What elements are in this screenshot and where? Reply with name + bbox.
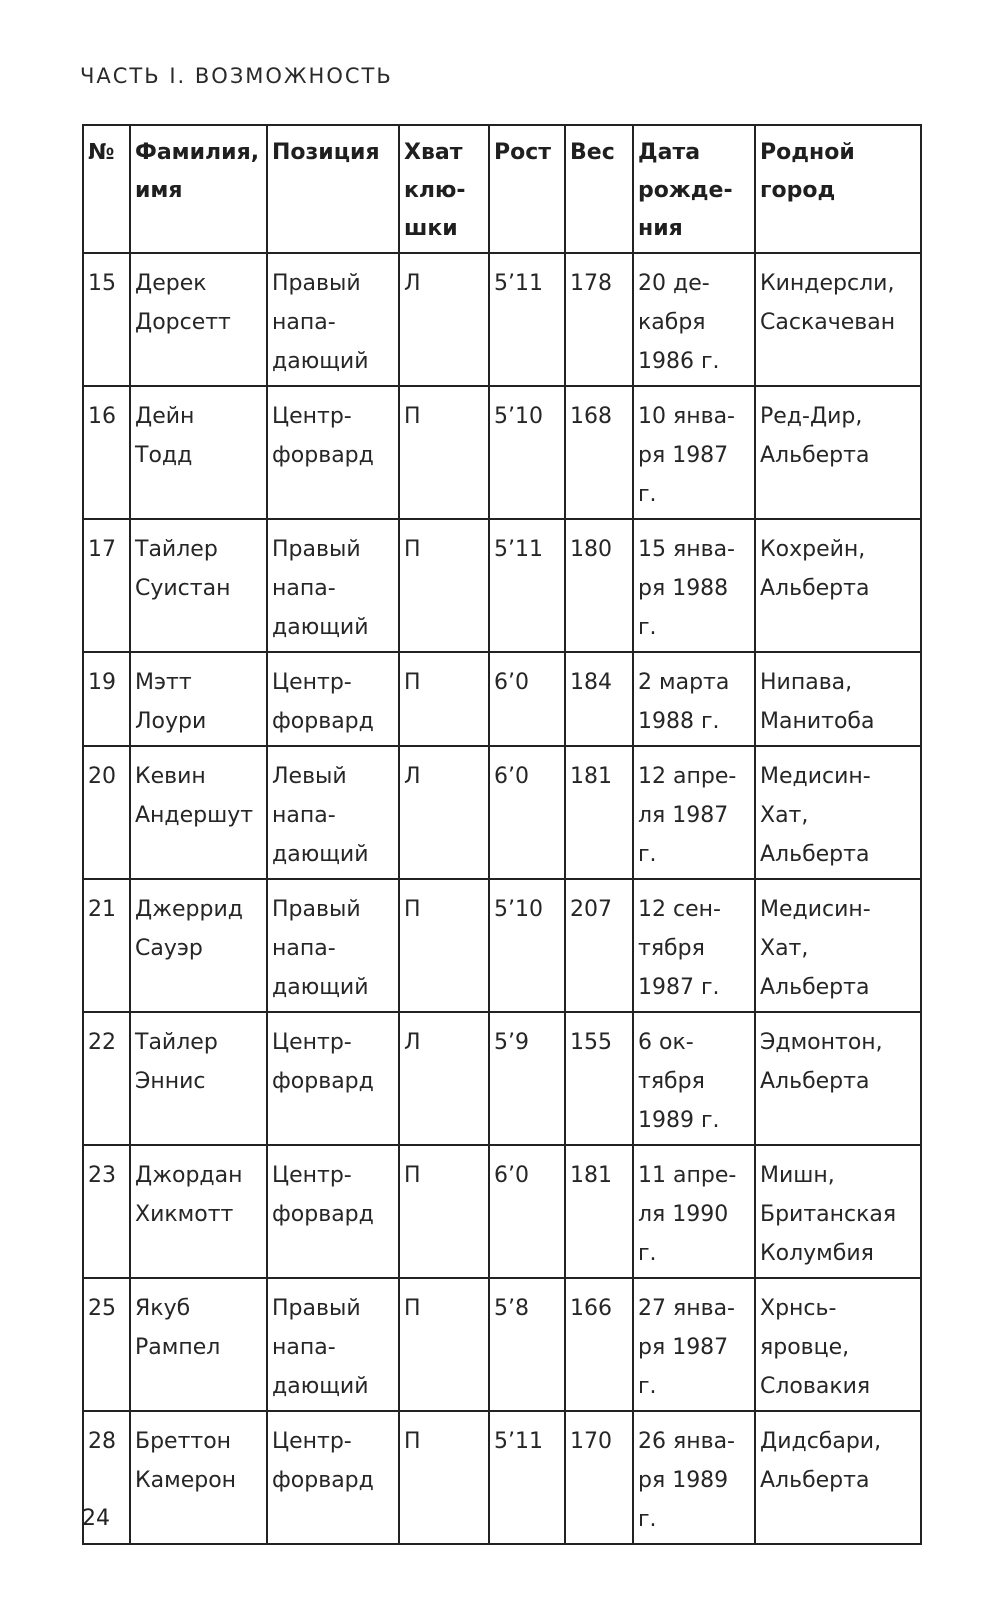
player-weight: 180 [570,537,612,562]
player-hometown-cell [755,1145,921,1278]
player-name: Мэтт Лоури [135,670,207,734]
player-number: 25 [88,1296,116,1321]
player-hometown-cell [755,652,921,746]
player-hometown: Хрнсь- яровце, Словакия [760,1296,871,1399]
player-number-cell [83,1012,130,1145]
player-weight-cell [565,1411,633,1544]
player-name-cell [130,1411,267,1544]
header-position: Позиция [267,125,399,253]
table-row [83,1411,921,1544]
player-hometown: Эдмонтон, Альберта [760,1030,883,1094]
player-name: Тайлер Эннис [135,1030,218,1094]
player-hometown-cell [755,519,921,652]
table-row [83,253,921,386]
player-grip-cell [399,1278,489,1411]
player-name-cell [130,879,267,1012]
player-hometown-cell [755,253,921,386]
player-position-cell [267,1145,399,1278]
player-name-cell [130,746,267,879]
player-hometown: Нипава, Манитоба [760,670,875,734]
player-birthdate-cell [633,253,755,386]
player-grip-cell [399,879,489,1012]
player-position-cell [267,1411,399,1544]
player-name: Дейн Тодд [135,404,195,468]
header-birthdate: Дата рожде- ния [633,125,755,253]
player-birthdate: 27 янва- ря 1987 г. [638,1296,735,1399]
player-name-cell [130,1278,267,1411]
player-name-cell [130,1012,267,1145]
player-position-cell [267,386,399,519]
player-position: Центр- форвард [272,1163,374,1227]
player-name: Бреттон Камерон [135,1429,237,1493]
player-weight-cell [565,386,633,519]
header-weight: Вес [565,125,633,253]
player-weight-cell [565,1012,633,1145]
table-row [83,746,921,879]
player-position: Центр- форвард [272,1429,374,1493]
player-weight-cell [565,1145,633,1278]
player-weight-cell [565,879,633,1012]
player-height-cell [489,879,565,1012]
player-number-cell [83,519,130,652]
player-hometown-cell [755,1278,921,1411]
player-hometown: Кохрейн, Альберта [760,537,870,601]
player-position: Центр- форвард [272,404,374,468]
player-weight: 166 [570,1296,612,1321]
player-hometown-cell [755,1012,921,1145]
table-row [83,1012,921,1145]
player-number-cell [83,1278,130,1411]
player-height-cell [489,386,565,519]
player-height-cell [489,1278,565,1411]
player-name-cell [130,386,267,519]
header-hometown: Родной город [755,125,921,253]
player-weight: 181 [570,1163,612,1188]
table-row [83,1278,921,1411]
table-row [83,652,921,746]
player-grip: П [404,1163,421,1188]
player-grip-cell [399,519,489,652]
table-row [83,879,921,1012]
player-birthdate: 26 янва- ря 1989 г. [638,1429,735,1532]
player-height: 5’8 [494,1296,529,1321]
player-height-cell [489,746,565,879]
player-birthdate-cell [633,519,755,652]
player-grip: П [404,537,421,562]
player-hometown: Медисин- Хат, Альберта [760,764,871,867]
player-name-cell [130,1145,267,1278]
player-grip-cell [399,1145,489,1278]
player-grip-cell [399,1012,489,1145]
player-weight-cell [565,746,633,879]
player-name-cell [130,519,267,652]
header-grip: Хват клю- шки [399,125,489,253]
player-position: Левый напа- дающий [272,764,369,867]
player-number: 28 [88,1429,116,1454]
player-name: Джордан Хикмотт [135,1163,243,1227]
player-position-cell [267,519,399,652]
player-position: Центр- форвард [272,1030,374,1094]
player-number: 23 [88,1163,116,1188]
player-number: 15 [88,271,116,296]
player-number: 20 [88,764,116,789]
player-height: 5’11 [494,271,543,296]
player-birthdate-cell [633,879,755,1012]
page-number: 24 [82,1506,110,1531]
player-grip: П [404,670,421,695]
header-name: Фамилия, имя [130,125,267,253]
player-height-cell [489,253,565,386]
player-position-cell [267,1278,399,1411]
player-number-cell [83,386,130,519]
player-position-cell [267,652,399,746]
player-birthdate-cell [633,1411,755,1544]
table-row [83,386,921,519]
player-weight: 178 [570,271,612,296]
player-name: Якуб Рампел [135,1296,221,1360]
player-hometown: Мишн, Британская Колумбия [760,1163,897,1266]
player-weight-cell [565,1278,633,1411]
table-row [83,519,921,652]
player-grip-cell [399,386,489,519]
player-birthdate: 2 марта 1988 г. [638,670,730,734]
player-weight: 207 [570,897,612,922]
player-grip-cell [399,652,489,746]
player-birthdate: 20 де- кабря 1986 г. [638,271,720,374]
player-grip: П [404,404,421,429]
player-height: 5’10 [494,897,543,922]
player-position: Центр- форвард [272,670,374,734]
player-weight: 181 [570,764,612,789]
player-grip: П [404,897,421,922]
player-position-cell [267,253,399,386]
player-height: 6’0 [494,1163,529,1188]
player-position: Правый напа- дающий [272,271,369,374]
player-number-cell [83,1145,130,1278]
player-height-cell [489,1012,565,1145]
player-position: Правый напа- дающий [272,897,369,1000]
player-height: 5’10 [494,404,543,429]
player-weight-cell [565,652,633,746]
player-birthdate: 11 апре- ля 1990 г. [638,1163,737,1266]
player-number-cell [83,253,130,386]
player-height-cell [489,652,565,746]
player-number: 22 [88,1030,116,1055]
player-grip: Л [404,1030,421,1055]
player-position: Правый напа- дающий [272,1296,369,1399]
player-weight-cell [565,519,633,652]
player-name: Тайлер Суистан [135,537,231,601]
player-name: Кевин Андершут [135,764,254,828]
player-birthdate: 12 апре- ля 1987 г. [638,764,737,867]
player-grip-cell [399,746,489,879]
player-number: 17 [88,537,116,562]
player-hometown: Дидсбари, Альберта [760,1429,882,1493]
player-weight: 168 [570,404,612,429]
roster-table [82,124,922,1545]
player-birthdate-cell [633,1012,755,1145]
player-position-cell [267,746,399,879]
player-height: 6’0 [494,670,529,695]
player-weight: 155 [570,1030,612,1055]
player-grip-cell [399,1411,489,1544]
player-hometown-cell [755,746,921,879]
player-hometown-cell [755,879,921,1012]
player-hometown-cell [755,386,921,519]
player-birthdate: 6 ок- тября 1989 г. [638,1030,720,1133]
player-number-cell [83,879,130,1012]
player-grip: П [404,1296,421,1321]
player-weight: 170 [570,1429,612,1454]
player-position-cell [267,879,399,1012]
player-birthdate-cell [633,746,755,879]
player-height-cell [489,1145,565,1278]
player-birthdate-cell [633,1145,755,1278]
player-name-cell [130,253,267,386]
player-number: 16 [88,404,116,429]
player-height: 5’11 [494,1429,543,1454]
player-birthdate-cell [633,652,755,746]
player-hometown: Ред-Дир, Альберта [760,404,870,468]
player-grip: Л [404,764,421,789]
player-birthdate-cell [633,386,755,519]
player-hometown: Медисин- Хат, Альберта [760,897,871,1000]
player-hometown: Киндерсли, Саскачеван [760,271,896,335]
player-height: 6’0 [494,764,529,789]
table-row [83,1145,921,1278]
player-name: Дерек Дорсетт [135,271,231,335]
player-number-cell [83,652,130,746]
player-position: Правый напа- дающий [272,537,369,640]
player-position-cell [267,1012,399,1145]
header-row [83,125,921,253]
player-grip: П [404,1429,421,1454]
player-number: 19 [88,670,116,695]
player-birthdate-cell [633,1278,755,1411]
player-birthdate: 15 янва- ря 1988 г. [638,537,735,640]
player-number-cell [83,746,130,879]
player-birthdate: 10 янва- ря 1987 г. [638,404,735,507]
player-number: 21 [88,897,116,922]
player-height-cell [489,519,565,652]
running-head: ЧАСТЬ I. ВОЗМОЖНОСТЬ [80,64,393,88]
player-grip: Л [404,271,421,296]
header-number: № [83,125,130,253]
player-grip-cell [399,253,489,386]
player-height-cell [489,1411,565,1544]
player-height: 5’9 [494,1030,529,1055]
player-weight: 184 [570,670,612,695]
player-weight-cell [565,253,633,386]
player-birthdate: 12 сен- тября 1987 г. [638,897,721,1000]
player-name: Джеррид Сауэр [135,897,243,961]
player-hometown-cell [755,1411,921,1544]
player-height: 5’11 [494,537,543,562]
header-height: Рост [489,125,565,253]
player-name-cell [130,652,267,746]
